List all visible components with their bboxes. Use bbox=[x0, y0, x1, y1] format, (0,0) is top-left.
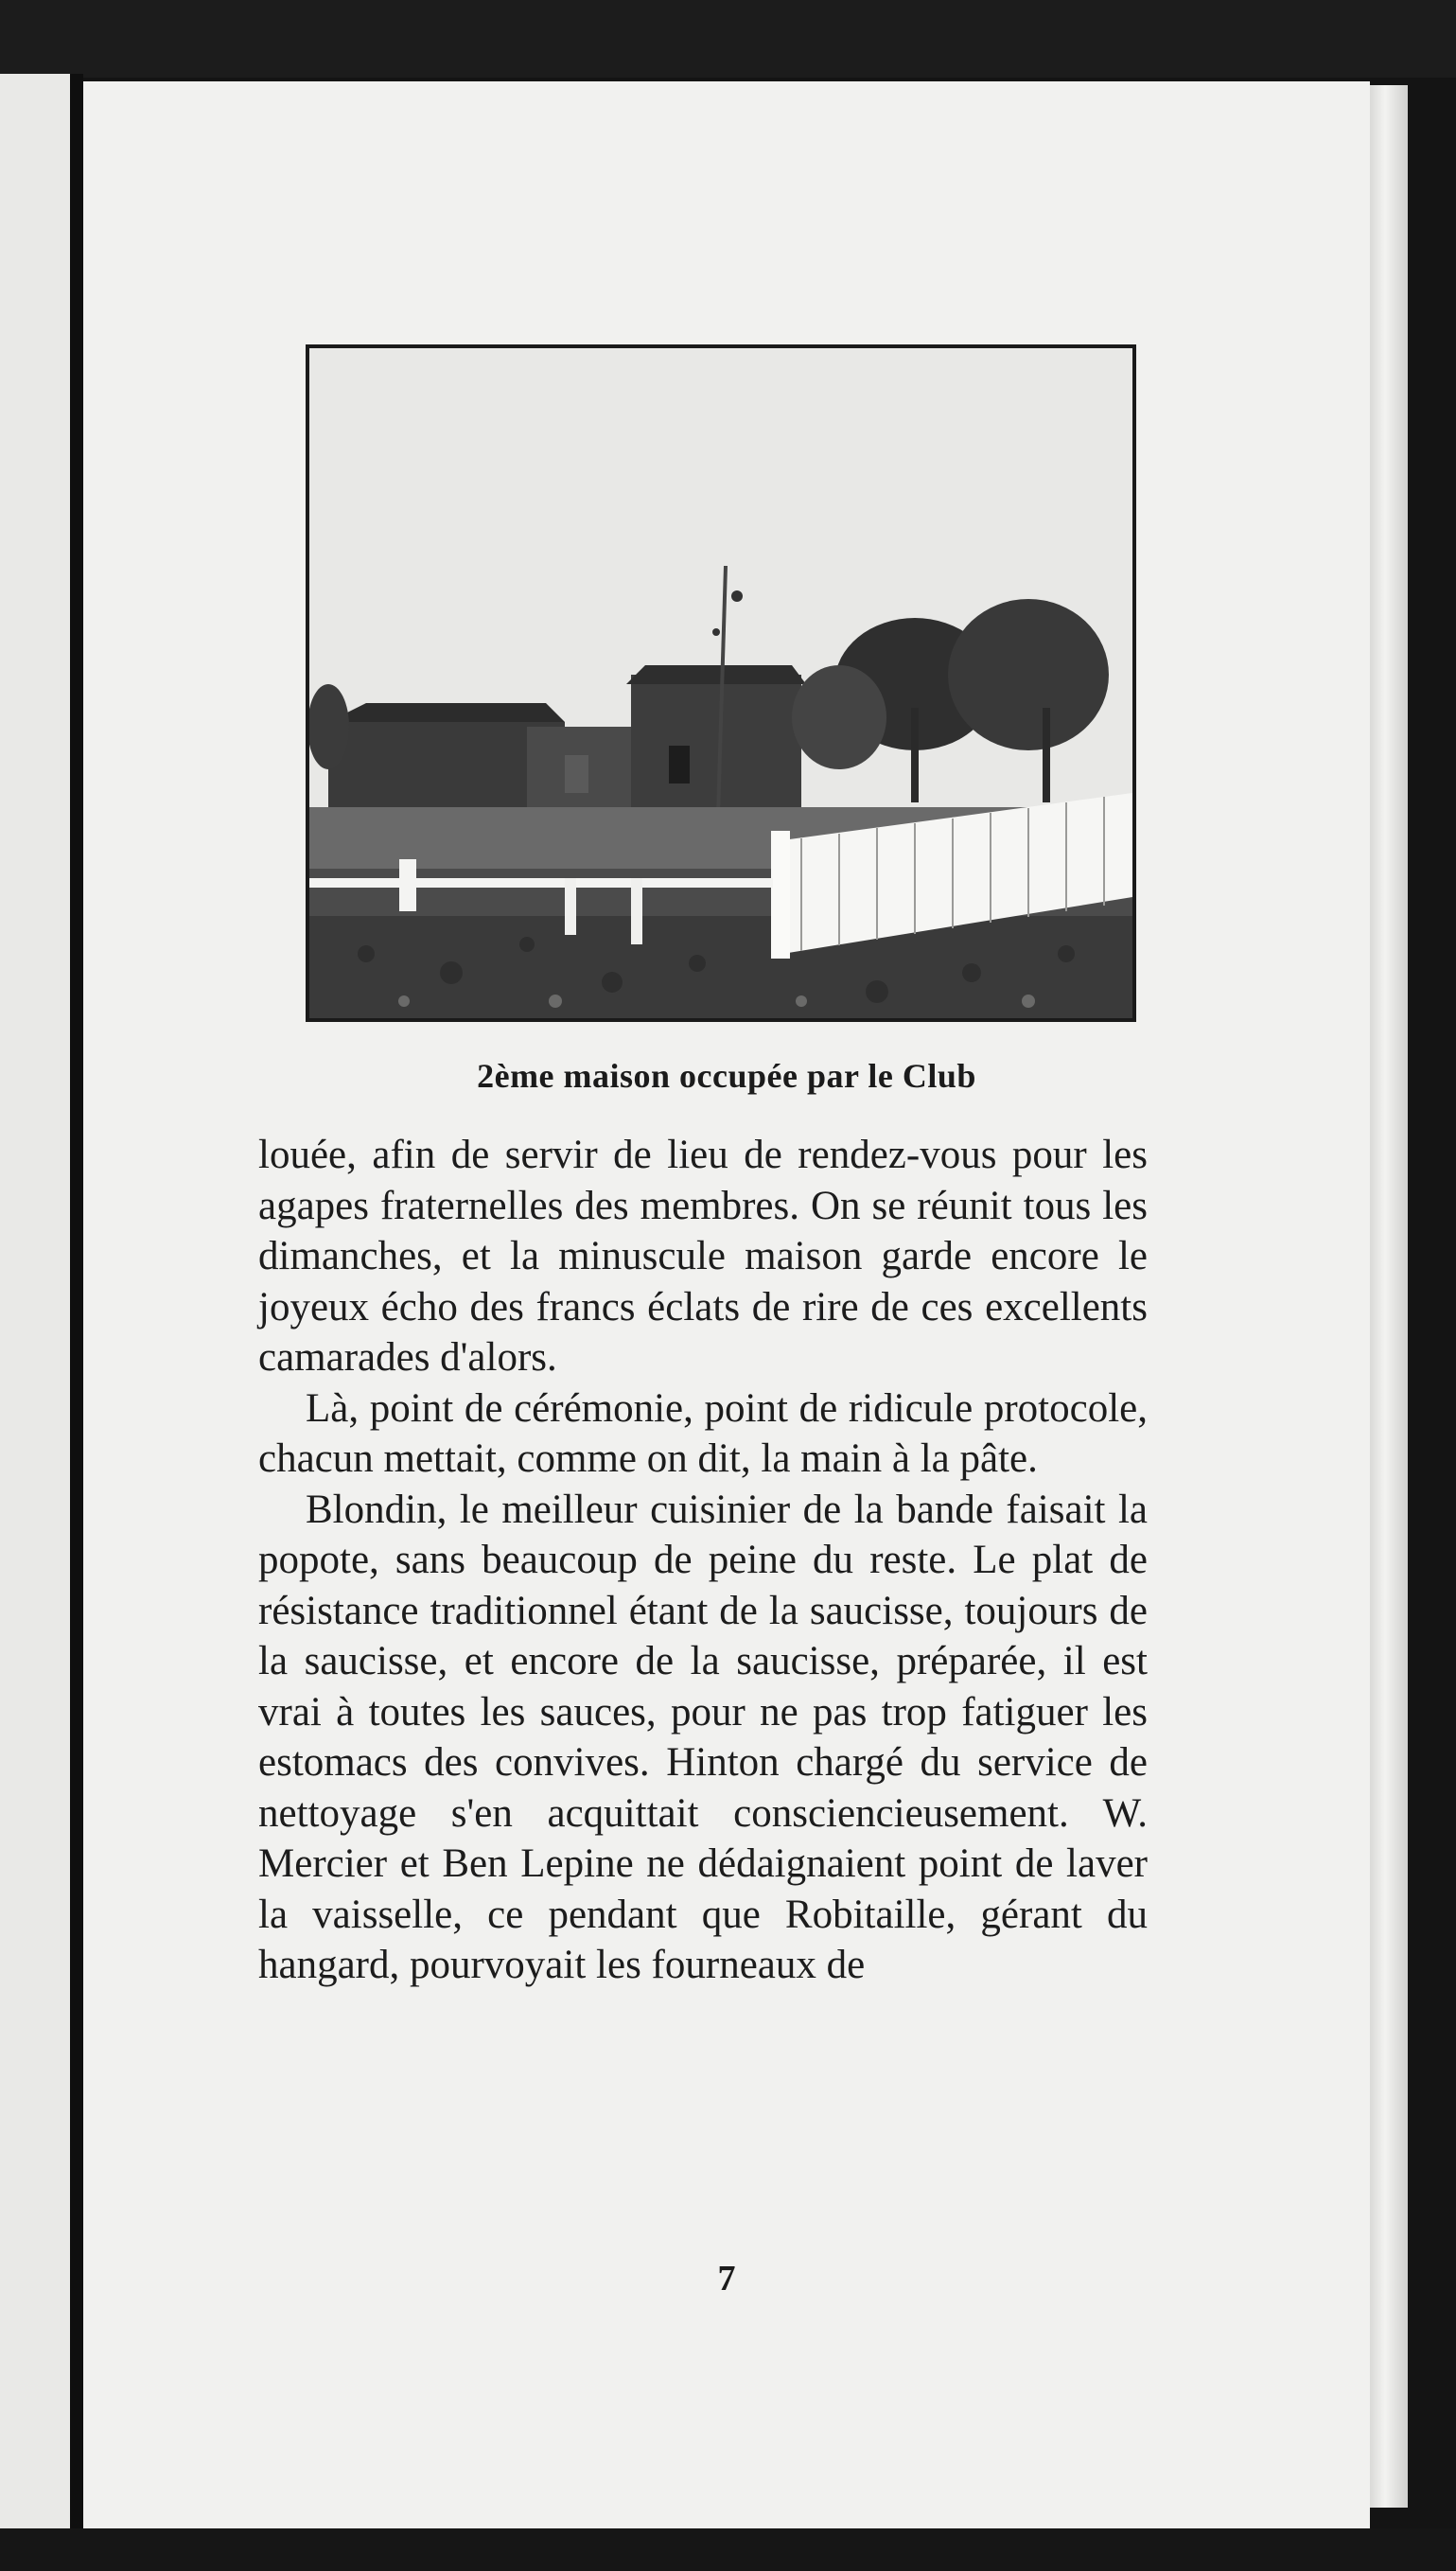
book-spine bbox=[70, 74, 83, 2529]
page-right-edge bbox=[1370, 85, 1408, 2508]
scan-top-border bbox=[0, 0, 1456, 78]
paragraph: Là, point de cérémonie, point de ridicule protocole, chacun mettait, comme on dit, la main à la pâte. bbox=[258, 1385, 1148, 1481]
photo-caption: 2ème maison occupée par le Club bbox=[477, 1057, 976, 1095]
scan-bottom-border bbox=[0, 2528, 1456, 2571]
clubhouse-photo bbox=[306, 344, 1136, 1022]
paragraph: louée, afin de servir de lieu de rendez-vous pour les agapes fraternelles des membres. On se réunit tous les dimanches, et la minuscule maison garde encore le joyeux écho des francs éclats de rire de ces excellents camarades d'alors. bbox=[258, 1133, 1148, 1380]
body-text bbox=[258, 1130, 1148, 1991]
book-page bbox=[83, 81, 1370, 2528]
photo-illustration bbox=[309, 348, 1132, 1018]
paragraph: Blondin, le meilleur cuisinier de la bande faisait la popote, sans beaucoup de peine du reste. Le plat de résistance traditionnel étant de la saucisse, toujours de la saucisse, et encore de la saucisse, préparée, il est vrai à toutes les sauces, pour ne pas trop fatiguer les estomacs des convives. Hinton chargé du service de nettoyage s'en acquittait consciencieusement. W. Mercier et Ben Lepine ne dédaignaient point de laver la vaisselle, ce pendant que Robitaille, gérant du hangard, pourvoyait les fourneaux de bbox=[258, 1487, 1148, 1987]
page-number: 7 bbox=[717, 2259, 736, 2298]
